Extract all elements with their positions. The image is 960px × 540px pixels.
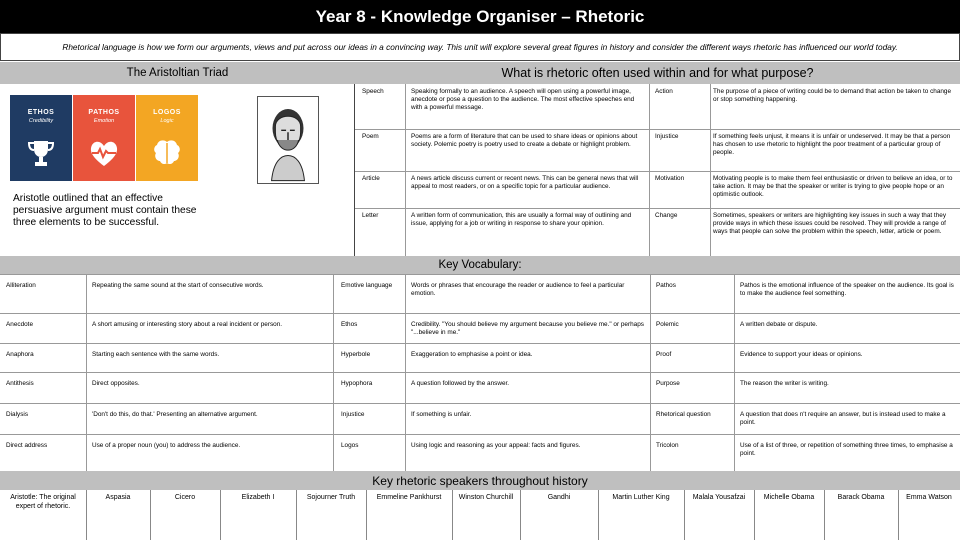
column-divider: [405, 84, 406, 256]
speakers-header: Key rhetoric speakers throughout history: [0, 471, 960, 490]
intro-text: Rhetorical language is how we form our arguments, views and put across our ideas in a convincing way. This unit will explore several great figures in history and consider the different ways rhetoric has influenced our world today.: [0, 33, 960, 61]
vocab-term: Alliteration: [6, 282, 36, 289]
vocab-term: Polemic: [656, 321, 679, 328]
vocab-term: Emotive language: [341, 282, 393, 289]
speaker-name: Aristotle: The original expert of rhetoric.: [10, 494, 76, 510]
vocab-term: Dialysis: [6, 411, 29, 418]
column-divider: [86, 274, 87, 471]
speaker-divider: [452, 490, 453, 540]
purpose-type-definition: If something feels unjust, it means it is unfair or undeserved. It may be that a person has chosen to use rhetoric to highlight the poor treatment of a particular group of people.: [713, 133, 951, 157]
purpose-form-definition: Speaking formally to an audience. A speech will open using a powerful image, anecdote or pose a question to the audience. The most effective speeches end with a powerful message.: [411, 88, 635, 112]
row-divider: [355, 129, 960, 130]
vocab-term: Anaphora: [6, 351, 34, 358]
purpose-type-definition: The purpose of a piece of writing could be to demand that action be taken to change or stop something happening.: [713, 88, 952, 104]
purpose-type: Motivation: [655, 175, 685, 182]
speaker-divider: [366, 490, 367, 540]
column-divider: [333, 274, 334, 471]
purpose-type: Change: [655, 212, 678, 219]
heart-icon: [88, 137, 120, 169]
speaker-name: Sojourner Truth: [306, 494, 356, 501]
column-divider: [734, 274, 735, 471]
vocab-term: Hyperbole: [341, 351, 371, 358]
vocab-definition: Direct opposites.: [92, 380, 140, 387]
speaker-divider: [684, 490, 685, 540]
vocab-term: Antithesis: [6, 380, 34, 387]
vocab-definition: Evidence to support your ideas or opinions.: [740, 351, 863, 358]
purpose-form: Poem: [362, 133, 379, 140]
triad-header: The Aristoltian Triad: [0, 62, 355, 84]
vocab-term: Logos: [341, 442, 359, 449]
speaker-name: Martin Luther King: [612, 494, 670, 501]
vocab-term: Direct address: [6, 442, 48, 449]
vocab-header: Key Vocabulary:: [0, 256, 960, 274]
vocab-definition: If something is unfair.: [411, 411, 472, 418]
row-divider: [355, 171, 960, 172]
purpose-form-definition: A written form of communication, this are usually a formal way of outlining and issue, applying for a job or writing in response to share your opinion.: [411, 212, 632, 228]
vocab-term: Injustice: [341, 411, 365, 418]
column-divider: [650, 274, 651, 471]
speaker-name: Winston Churchill: [458, 494, 514, 501]
row-divider: [0, 274, 960, 275]
card-name: LOGOS: [153, 109, 181, 116]
speaker-divider: [520, 490, 521, 540]
vocab-term: Rhetorical question: [656, 411, 711, 418]
vocab-term: Hypophora: [341, 380, 373, 387]
purpose-form: Letter: [362, 212, 379, 219]
speaker-name: Barack Obama: [837, 494, 885, 501]
speaker-name: Emma Watson: [906, 494, 952, 501]
purpose-type: Injustice: [655, 133, 679, 140]
vocab-term: Purpose: [656, 380, 680, 387]
trophy-icon: [25, 137, 57, 169]
vocab-term: Ethos: [341, 321, 358, 328]
purpose-type-definition: Motivating people is to make them feel enthusiastic or driven to believe an idea, or to take action. It may be that the speaker or writer is trying to give people hope or an optimistic outlook.: [713, 175, 953, 199]
speaker-divider: [824, 490, 825, 540]
card-sub: Credibility: [28, 118, 54, 124]
vocab-definition: Words or phrases that encourage the reader or audience to feel a particular emotion.: [411, 282, 625, 298]
vocab-definition: Repeating the same sound at the start of consecutive words.: [92, 282, 264, 289]
purpose-type-definition: Sometimes, speakers or writers are highlighting key issues in such a way that they provide ways in which these issues could be resolved. They will provide a range of ways that people can solve the problem within the speech, letter, article or poem.: [713, 212, 947, 236]
purpose-form: Speech: [362, 88, 384, 95]
vocab-definition: Exaggeration to emphasise a point or idea.: [411, 351, 533, 358]
pathos-card: [73, 95, 135, 181]
logos-card: [136, 95, 198, 181]
row-divider: [0, 372, 960, 373]
speaker-divider: [898, 490, 899, 540]
triad-description: Aristotle outlined that an effective persuasive argument must contain these three elements to be successful.: [13, 193, 197, 228]
row-divider: [0, 434, 960, 435]
purpose-header: What is rhetoric often used within and for what purpose?: [355, 62, 960, 84]
vocab-term: Anecdote: [6, 321, 34, 328]
speaker-divider: [150, 490, 151, 540]
purpose-type: Action: [655, 88, 673, 95]
row-divider: [355, 208, 960, 209]
purpose-form-definition: Poems are a form of literature that can be used to share ideas or opinions about society. Polemic poetry is poetry used to create a debate or highlight problem.: [411, 133, 638, 149]
vocab-definition: 'Don't do this, do that.' Presenting an alternative argument.: [92, 411, 258, 418]
column-divider: [405, 274, 406, 471]
vocab-definition: A question followed by the answer.: [411, 380, 510, 387]
purpose-form: Article: [362, 175, 380, 182]
speaker-divider: [296, 490, 297, 540]
purpose-form-definition: A news article discuss current or recent news. This can be general news that will appeal to most readers, or on a specific topic for a particular audience.: [411, 175, 639, 191]
vocab-definition: Use of a list of three, or repetition of something three times, to emphasise a point.: [740, 442, 953, 458]
page-title: Year 8 - Knowledge Organiser – Rhetoric: [0, 0, 960, 33]
vocab-definition: Credibility. "You should believe my argument because you believe me." or perhaps "...believe in me.": [411, 321, 644, 337]
vocab-definition: A written debate or dispute.: [740, 321, 818, 328]
speaker-name: Cicero: [174, 494, 196, 501]
column-divider: [710, 84, 711, 256]
vocab-definition: Using logic and reasoning as your appeal: facts and figures.: [411, 442, 581, 449]
vocab-term: Proof: [656, 351, 672, 358]
vocab-definition: Pathos is the emotional influence of the speaker on the audience. Its goal is to make the audience feel something.: [740, 282, 954, 298]
card-name: ETHOS: [27, 109, 55, 116]
vocab-term: Tricolon: [656, 442, 679, 449]
row-divider: [0, 313, 960, 314]
speaker-divider: [754, 490, 755, 540]
speaker-divider: [598, 490, 599, 540]
speaker-divider: [86, 490, 87, 540]
speaker-name: Elizabeth I: [241, 494, 275, 501]
column-divider: [649, 84, 650, 256]
row-divider: [0, 403, 960, 404]
vocab-definition: A question that does n't require an answer, but is instead used to make a point.: [740, 411, 946, 427]
card-sub: Emotion: [93, 118, 115, 124]
vocab-term: Pathos: [656, 282, 676, 289]
card-name: PATHOS: [88, 109, 120, 116]
speaker-name: Gandhi: [547, 494, 571, 501]
speaker-name: Michelle Obama: [763, 494, 815, 501]
card-sub: Logic: [160, 118, 174, 124]
ethos-card: [10, 95, 72, 181]
speaker-name: Aspasia: [105, 494, 131, 501]
vocab-definition: A short amusing or interesting story about a real incident or person.: [92, 321, 283, 328]
vocab-definition: Use of a proper noun (you) to address the audience.: [92, 442, 241, 449]
vocab-definition: The reason the writer is writing.: [740, 380, 829, 387]
speaker-name: Emmeline Pankhurst: [376, 494, 442, 501]
aristotle-bust-image: [257, 96, 319, 184]
vocab-definition: Starting each sentence with the same words.: [92, 351, 220, 358]
row-divider: [0, 343, 960, 344]
speaker-divider: [220, 490, 221, 540]
brain-icon: [151, 137, 183, 169]
speaker-name: Malala Yousafzai: [692, 494, 746, 501]
